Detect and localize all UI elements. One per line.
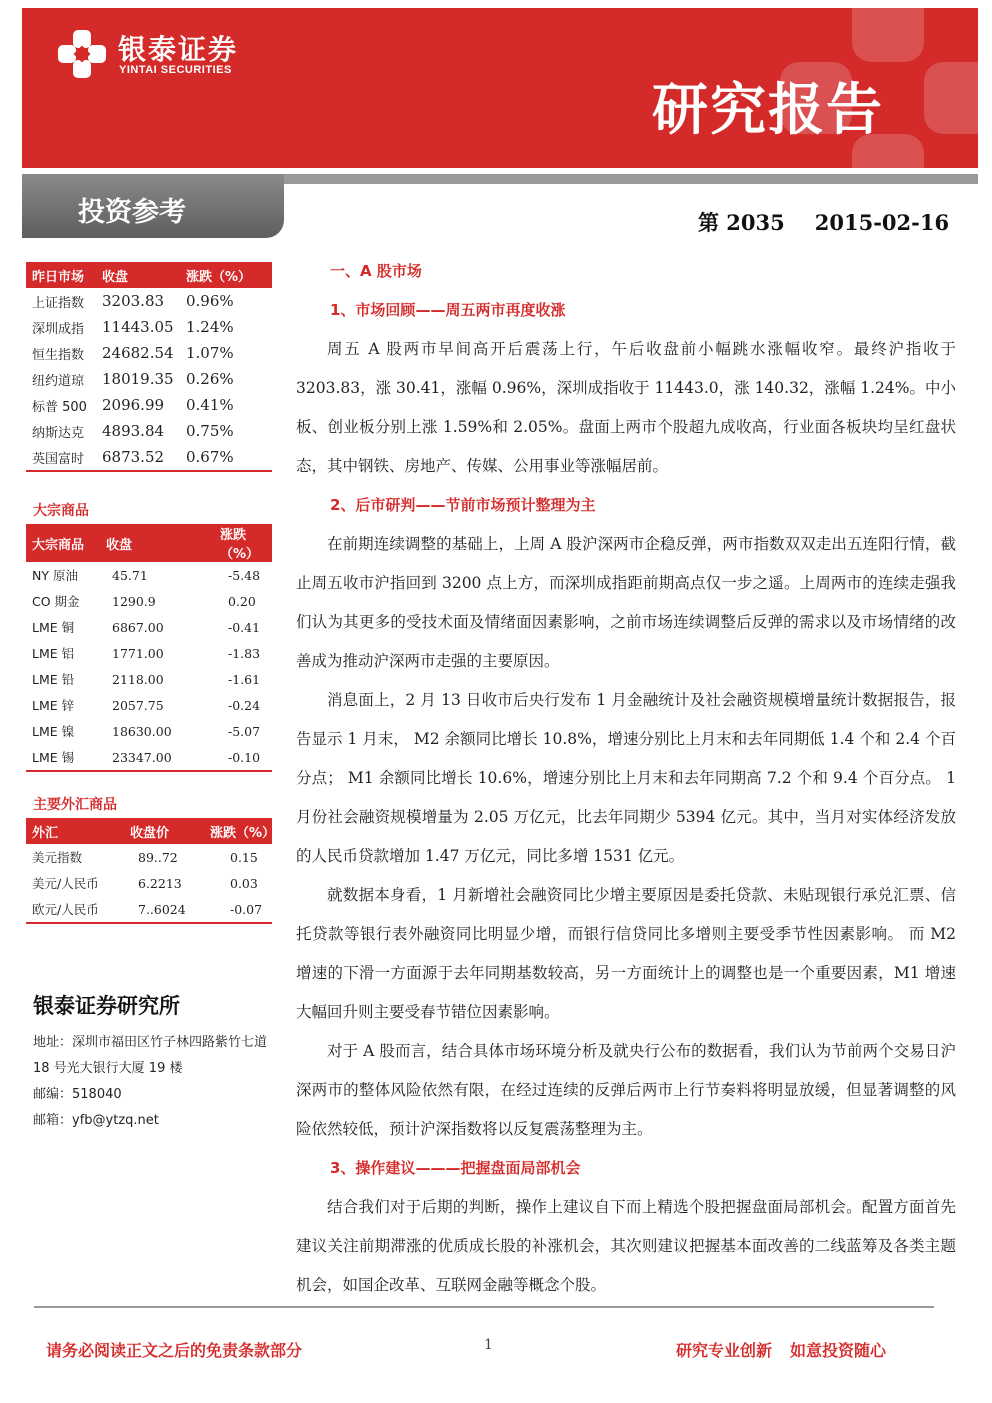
fx-section-title: 主要外汇商品 xyxy=(33,797,117,813)
table-cell: -1.83 xyxy=(228,645,261,661)
table-cell: 0.20 xyxy=(228,593,256,609)
table-cell: 45.71 xyxy=(112,567,148,583)
table-cell: LME 铜 xyxy=(32,620,75,635)
main-content xyxy=(296,252,956,1305)
section-tab xyxy=(22,174,284,238)
table-cell: 6.2213 xyxy=(138,875,182,891)
subsection-heading: 1、市场回顾——周五两市再度收涨 xyxy=(330,301,566,319)
table-cell: -0.41 xyxy=(228,619,261,635)
table-row xyxy=(26,870,272,896)
table-row xyxy=(26,692,272,718)
table-header-cell: 外汇 xyxy=(26,818,124,844)
table-cell: 0.75% xyxy=(186,422,234,440)
table-cell: LME 锌 xyxy=(32,698,75,713)
subsection-heading: 3、操作建议———把握盘面局部机会 xyxy=(330,1159,581,1177)
table-cell: 6867.00 xyxy=(112,619,164,635)
brand-name-cn: 银泰证券 xyxy=(118,33,239,66)
table-cell: -5.48 xyxy=(228,567,261,583)
yintai-logo-icon xyxy=(56,28,108,80)
table-cell: 上证指数 xyxy=(32,295,85,311)
brand-name-en: YINTAI SECURITIES xyxy=(119,64,232,76)
table-row xyxy=(26,392,272,418)
footer-disclaimer: 请务必阅读正文之后的免责条款部分 xyxy=(46,1341,303,1360)
paragraph: 对于 A 股而言，结合具体市场环境分析及就央行公布的数据看，我们认为节前两个交易日沪深两市的整体风险依然有限，在经过连续的反弹后两市上行节奏料将明显放缓，但显著调整的风险依然较低，预计沪深指数将以反复震荡整理为主。 xyxy=(296,1042,956,1138)
table-cell: 2057.75 xyxy=(112,697,164,713)
issue-info xyxy=(698,207,949,237)
table-cell: 美元/人民币 xyxy=(32,876,99,891)
page-number: 1 xyxy=(484,1337,493,1353)
table-cell: LME 锡 xyxy=(26,744,100,771)
market-table xyxy=(26,262,272,472)
table-header-cell: 昨日市场 xyxy=(26,262,96,288)
subsection-heading: 2、后市研判——节前市场预计整理为主 xyxy=(330,496,596,514)
table-row xyxy=(26,666,272,692)
table-cell: 2118.00 xyxy=(112,671,164,687)
table-row xyxy=(26,314,272,340)
paragraph: 消息面上，2 月 13 日收市后央行发布 1 月金融统计及社会融资规模增量统计数据报告，报告显示 1 月末， M2 余额同比增长 10.8%，增速分别比上月末和去年同期低 1.4 个和 2.4 个百分点； M1 余额同比增长 10.6%，增速分别比上月末和去年同期高 7.2 个和 9.4 个百分点。 1 月份社会融资规模增量为 2.05 万亿元，比去年同期少 5394 亿元。其中，当月对实体经济发放的人民币贷款增加 1.47 万亿元，同比多增 1531 亿元。 xyxy=(296,691,956,865)
issue-date: 2015-02-16 xyxy=(814,210,950,235)
table-cell: 纽约道琼 xyxy=(32,373,85,389)
institute-contact xyxy=(33,1030,275,1134)
section-heading: 一、A 股市场 xyxy=(330,262,422,280)
footer-slogan-1: 研究专业创新 xyxy=(676,1341,773,1360)
table-header-cell: 收盘价 xyxy=(124,818,204,844)
table-cell: -1.61 xyxy=(228,671,261,687)
table-cell: -5.07 xyxy=(228,723,261,739)
table-cell: LME 铝 xyxy=(32,646,75,661)
commodity-section-title: 大宗商品 xyxy=(33,503,89,519)
table-row xyxy=(26,340,272,366)
paragraph: 在前期连续调整的基础上，上周 A 股沪深两市企稳反弹，两市指数双双走出五连阳行情，截止周五收市沪指回到 3200 点上方，而深圳成指距前期高点仅一步之遥。上周两市的连续走强我们认为其更多的受技术面及情绪面因素影响，之前市场连续调整后反弹的需求以及市场情绪的改善成为推动沪深两市走强的主要原因。 xyxy=(296,535,956,670)
table-header-cell: 涨跌（%） xyxy=(180,262,272,288)
table-cell: 2096.99 xyxy=(102,396,165,414)
table-header-row xyxy=(26,524,272,562)
table-cell: 23347.00 xyxy=(100,744,214,771)
table-cell: 0.15 xyxy=(230,849,258,865)
paragraph: 周五 A 股两市早间高开后震荡上行，午后收盘前小幅跳水涨幅收窄。最终沪指收于 3203.83，涨 30.41，涨幅 0.96%，深圳成指收于 11443.0，涨 140.32，涨幅 1.24%。中小板、创业板分别上涨 1.59%和 2.05%。盘面上两市个股超九成收高，行业面各板块均呈红盘状态，其中钢铁、房地产、传媒、公用事业等涨幅居前。 xyxy=(296,340,956,475)
table-cell: 24682.54 xyxy=(102,344,174,362)
table-cell: 0.96% xyxy=(186,292,234,310)
institute-email: 邮箱：yfb@ytzq.net xyxy=(33,1113,159,1128)
table-cell: 美元指数 xyxy=(32,850,83,865)
table-header-cell: 收盘 xyxy=(100,524,214,562)
table-cell: 11443.05 xyxy=(102,318,174,336)
table-row xyxy=(26,562,272,588)
table-row xyxy=(26,614,272,640)
institute-name: 银泰证券研究所 xyxy=(33,994,180,1018)
table-row xyxy=(26,418,272,444)
table-cell: 0.41% xyxy=(186,396,234,414)
fx-table xyxy=(26,818,276,924)
table-cell: 1771.00 xyxy=(112,645,164,661)
issue-number: 第 2035 xyxy=(698,210,785,235)
table-cell: 18019.35 xyxy=(102,370,174,388)
table-cell: 英国富时 xyxy=(26,444,96,471)
table-cell: -0.24 xyxy=(228,697,261,713)
table-row xyxy=(26,588,272,614)
paragraph: 就数据本身看，1 月新增社会融资同比少增主要原因是委托贷款、未贴现银行承兑汇票、信托贷款等银行表外融资同比明显少增，而银行信贷同比多增则主要受季节性因素影响。 而 M2 增速的下滑一方面源于去年同期基数较高，另一方面统计上的调整也是一个重要因素，M1 增速大幅回升则主要受春节错位因素影响。 xyxy=(296,886,956,1021)
table-header-row xyxy=(26,262,272,288)
report-header xyxy=(22,8,978,168)
table-header-cell: 收盘 xyxy=(96,262,180,288)
table-cell: 18630.00 xyxy=(112,723,172,739)
footer-slogan-2: 如意投资随心 xyxy=(790,1341,887,1360)
table-row xyxy=(26,744,272,771)
table-cell: -0.10 xyxy=(214,744,272,771)
table-row xyxy=(26,444,272,471)
table-cell: 恒生指数 xyxy=(32,347,85,363)
institute-postcode: 邮编：518040 xyxy=(33,1087,122,1102)
report-title: 研究报告 xyxy=(652,78,884,143)
table-row xyxy=(26,288,272,314)
table-cell: 0.67% xyxy=(180,444,272,471)
table-cell: 1.24% xyxy=(186,318,234,336)
table-cell: -0.07 xyxy=(204,896,272,923)
table-row xyxy=(26,896,272,923)
footer-divider xyxy=(34,1306,934,1308)
table-cell: 1.07% xyxy=(186,344,234,362)
table-row xyxy=(26,844,272,870)
section-tab-label: 投资参考 xyxy=(78,197,186,228)
table-cell: 1290.9 xyxy=(112,593,156,609)
table-row xyxy=(26,718,272,744)
table-cell: 7..6024 xyxy=(124,896,204,923)
table-cell: CO 期金 xyxy=(32,594,80,609)
table-cell: 深圳成指 xyxy=(32,321,85,337)
table-header-cell: 涨跌（%） xyxy=(204,818,272,844)
table-header-cell: 大宗商品 xyxy=(26,524,100,562)
table-cell: 4893.84 xyxy=(102,422,165,440)
table-row xyxy=(26,366,272,392)
table-cell: LME 镍 xyxy=(32,724,75,739)
footer-slogan xyxy=(676,1338,886,1361)
table-header-cell: 涨跌（%） xyxy=(214,524,272,562)
table-cell: 89..72 xyxy=(138,849,178,865)
table-cell: 纳斯达克 xyxy=(32,425,85,441)
table-cell: 欧元/人民币 xyxy=(26,896,124,923)
table-cell: LME 铅 xyxy=(32,672,75,687)
table-cell: 0.26% xyxy=(186,370,234,388)
paragraph: 结合我们对于后期的判断，操作上建议自下而上精选个股把握盘面局部机会。配置方面首先建议关注前期滞涨的优质成长股的补涨机会，其次则建议把握基本面改善的二线蓝筹及各类主题机会，如国企改革、互联网金融等概念个股。 xyxy=(296,1198,956,1294)
table-cell: 6873.52 xyxy=(96,444,180,471)
table-cell: 0.03 xyxy=(230,875,258,891)
table-header-row xyxy=(26,818,272,844)
institute-address: 地址：深圳市福田区竹子林四路紫竹七道 18 号光大银行大厦 19 楼 xyxy=(33,1035,268,1076)
table-cell: NY 原油 xyxy=(32,568,78,583)
table-cell: 3203.83 xyxy=(102,292,165,310)
commodity-table xyxy=(26,524,272,772)
table-row xyxy=(26,640,272,666)
table-cell: 标普 500 xyxy=(32,399,87,415)
